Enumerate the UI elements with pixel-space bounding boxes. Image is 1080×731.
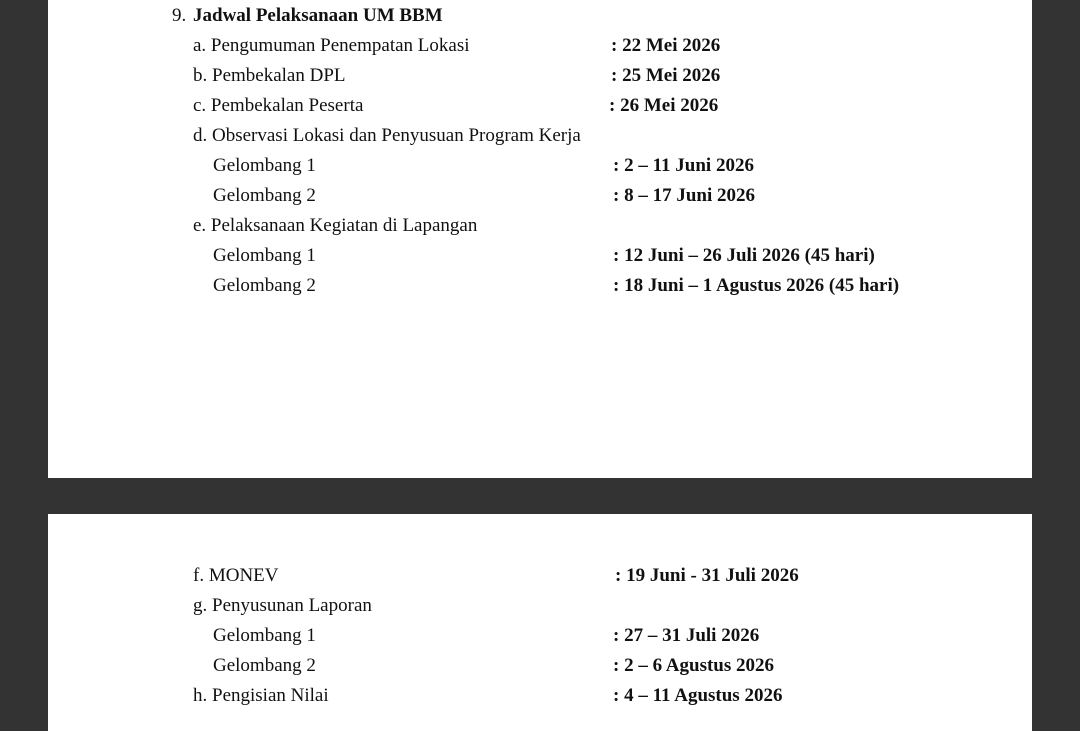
row-label-laporan-gelombang-1: Gelombang 1: [213, 625, 316, 646]
section-number: 9.: [172, 5, 187, 26]
row-value-laporan-gelombang-1: : 27 – 31 Juli 2026: [613, 625, 760, 646]
section-title: Jadwal Pelaksanaan UM BBM: [193, 5, 443, 26]
row-value-pelaksanaan-gelombang-1: : 12 Juni – 26 Juli 2026 (45 hari): [613, 245, 875, 266]
row-label-pembekalan-dpl: b. Pembekalan DPL: [193, 65, 346, 86]
row-value-pembekalan-peserta: : 26 Mei 2026: [609, 95, 719, 116]
row-label-pengumuman: a. Pengumuman Penempatan Lokasi: [193, 35, 470, 56]
row-label-observasi-gelombang-1: Gelombang 1: [213, 155, 316, 176]
row-label-monev: f. MONEV: [193, 565, 279, 586]
row-value-monev: : 19 Juni - 31 Juli 2026: [615, 565, 799, 586]
row-label-pelaksanaan-gelombang-2: Gelombang 2: [213, 275, 316, 296]
row-value-laporan-gelombang-2: : 2 – 6 Agustus 2026: [613, 655, 774, 676]
row-label-pengisian-nilai: h. Pengisian Nilai: [193, 685, 329, 706]
row-label-observasi: d. Observasi Lokasi dan Penyusuan Program Kerja: [193, 125, 581, 146]
row-label-laporan-gelombang-2: Gelombang 2: [213, 655, 316, 676]
row-label-observasi-gelombang-2: Gelombang 2: [213, 185, 316, 206]
document-page-2: [48, 514, 1032, 731]
row-value-pelaksanaan-gelombang-2: : 18 Juni – 1 Agustus 2026 (45 hari): [613, 275, 900, 296]
row-label-pelaksanaan-gelombang-1: Gelombang 1: [213, 245, 316, 266]
row-value-pengumuman: : 22 Mei 2026: [611, 35, 721, 56]
row-label-penyusunan-laporan: g. Penyusunan Laporan: [193, 595, 372, 616]
document-page-1: [48, 0, 1032, 478]
row-value-observasi-gelombang-1: : 2 – 11 Juni 2026: [613, 155, 754, 176]
row-value-pengisian-nilai: : 4 – 11 Agustus 2026: [613, 685, 783, 706]
row-value-pembekalan-dpl: : 25 Mei 2026: [611, 65, 721, 86]
row-value-observasi-gelombang-2: : 8 – 17 Juni 2026: [613, 185, 755, 206]
row-label-pembekalan-peserta: c. Pembekalan Peserta: [193, 95, 364, 116]
row-label-pelaksanaan: e. Pelaksanaan Kegiatan di Lapangan: [193, 215, 478, 236]
